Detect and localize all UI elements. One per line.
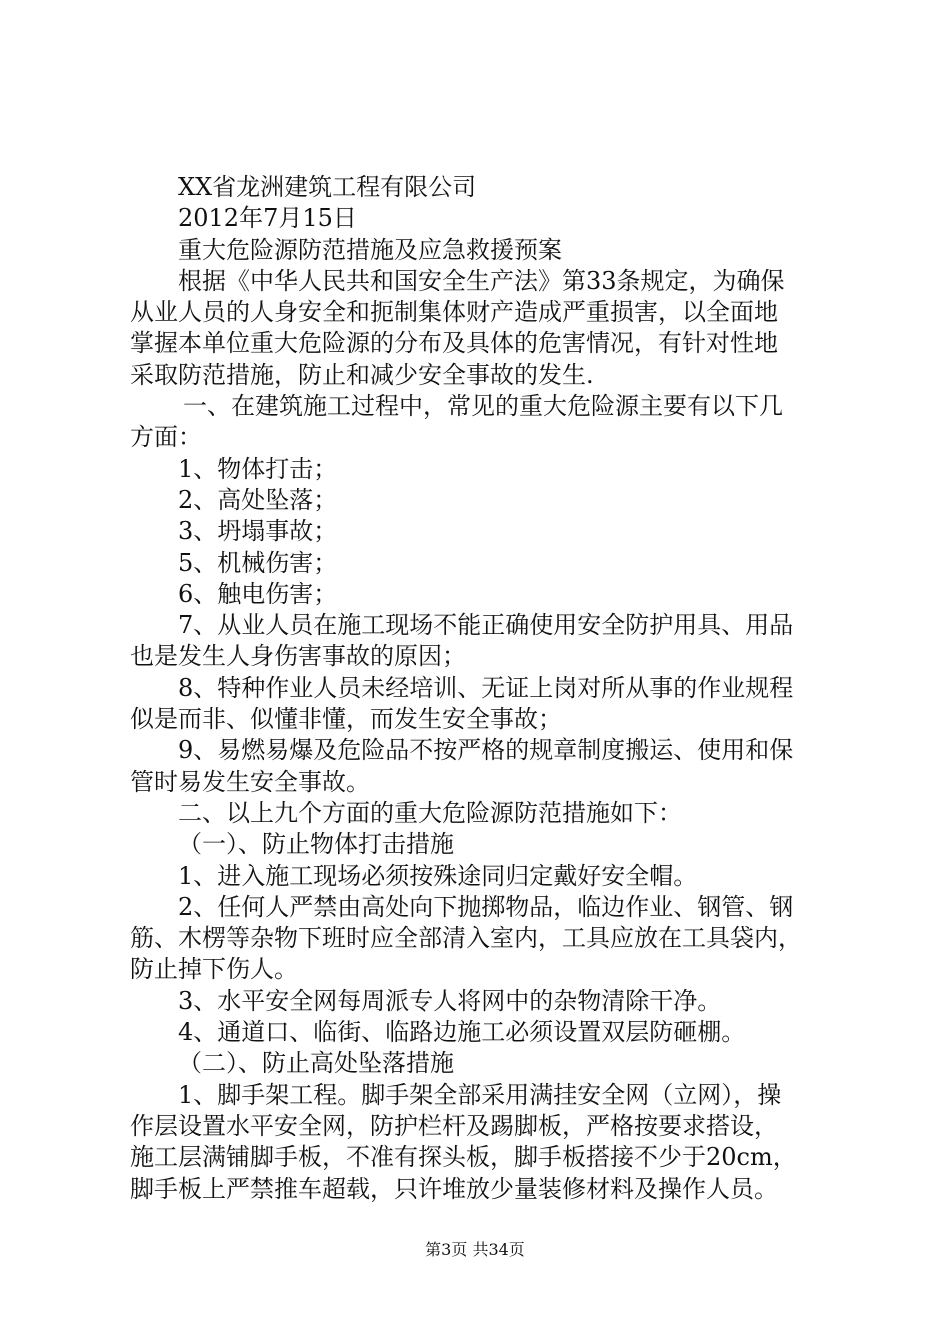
- list-item: 6、触电伤害；: [178, 579, 338, 608]
- paragraph-line: 筋、木楞等杂物下班时应全部清入室内，工具应放在工具袋内，: [130, 924, 802, 953]
- paragraph-line: 似是而非、似懂非懂，而发生安全事故；: [130, 705, 562, 734]
- section-heading: 一、在建筑施工过程中，常见的重大危险源主要有以下几: [183, 392, 783, 421]
- list-item: 1、脚手架工程。脚手架全部采用满挂安全网（立网），操: [178, 1080, 782, 1109]
- paragraph-line: 方面：: [130, 423, 202, 452]
- paragraph-line: 掌握本单位重大危险源的分布及具体的危害情况，有针对性地: [130, 329, 778, 358]
- list-item: 2、高处坠落；: [178, 485, 338, 514]
- paragraph-line: 从业人员的人身安全和扼制集体财产造成严重损害，以全面地: [130, 298, 778, 327]
- subsection-heading: （二）、防止高处坠落措施: [178, 1049, 454, 1078]
- company-name-line: XX省龙洲建筑工程有限公司: [178, 173, 477, 201]
- page-number-label: 第3页 共34页: [425, 1240, 525, 1259]
- paragraph-line: 根据《中华人民共和国安全生产法》第33条规定，为确保: [178, 266, 785, 295]
- list-item: 3、坍塌事故；: [178, 517, 338, 546]
- subsection-heading: （一）、防止物体打击措施: [178, 830, 454, 859]
- paragraph-line: 管时易发生安全事故。: [130, 767, 370, 796]
- document-title: 重大危险源防范措施及应急救援预案: [178, 235, 562, 264]
- list-item: 1、物体打击；: [178, 454, 338, 483]
- list-item: 8、特种作业人员未经培训、无证上岗对所从事的作业规程: [178, 673, 794, 702]
- list-item: 3、水平安全网每周派专人将网中的杂物清除干净。: [178, 986, 722, 1015]
- list-item: 4、通道口、临街、临路边施工必须设置双层防砸棚。: [178, 1018, 746, 1047]
- section-heading: 二、以上九个方面的重大危险源防范措施如下：: [178, 798, 682, 827]
- paragraph-line: 施工层满铺脚手板，不准有探头板，脚手板搭接不少于20cm，: [130, 1143, 797, 1172]
- date-line: 2012年7月15日: [178, 204, 357, 233]
- page-footer: [0, 1240, 950, 1260]
- paragraph-line: 防止掉下伤人。: [130, 955, 298, 984]
- paragraph-line: 脚手板上严禁推车超载，只许堆放少量装修材料及操作人员。: [130, 1174, 778, 1203]
- list-item: 9、易燃易爆及危险品不按严格的规章制度搬运、使用和保: [178, 736, 794, 765]
- list-item: 7、从业人员在施工现场不能正确使用安全防护用具、用品: [178, 611, 794, 640]
- list-item: 5、机械伤害；: [178, 548, 338, 577]
- list-item: 1、进入施工现场必须按殊途同归定戴好安全帽。: [178, 861, 698, 890]
- document-body: [130, 172, 830, 1205]
- paragraph-line: 也是发生人身伤害事故的原因；: [130, 642, 466, 671]
- list-item: 2、任何人严禁由高处向下抛掷物品，临边作业、钢管、钢: [178, 892, 794, 921]
- paragraph-line: 作层设置水平安全网，防护栏杆及踢脚板，严格按要求搭设，: [130, 1111, 778, 1140]
- paragraph-line: 采取防范措施，防止和减少安全事故的发生.: [130, 360, 594, 389]
